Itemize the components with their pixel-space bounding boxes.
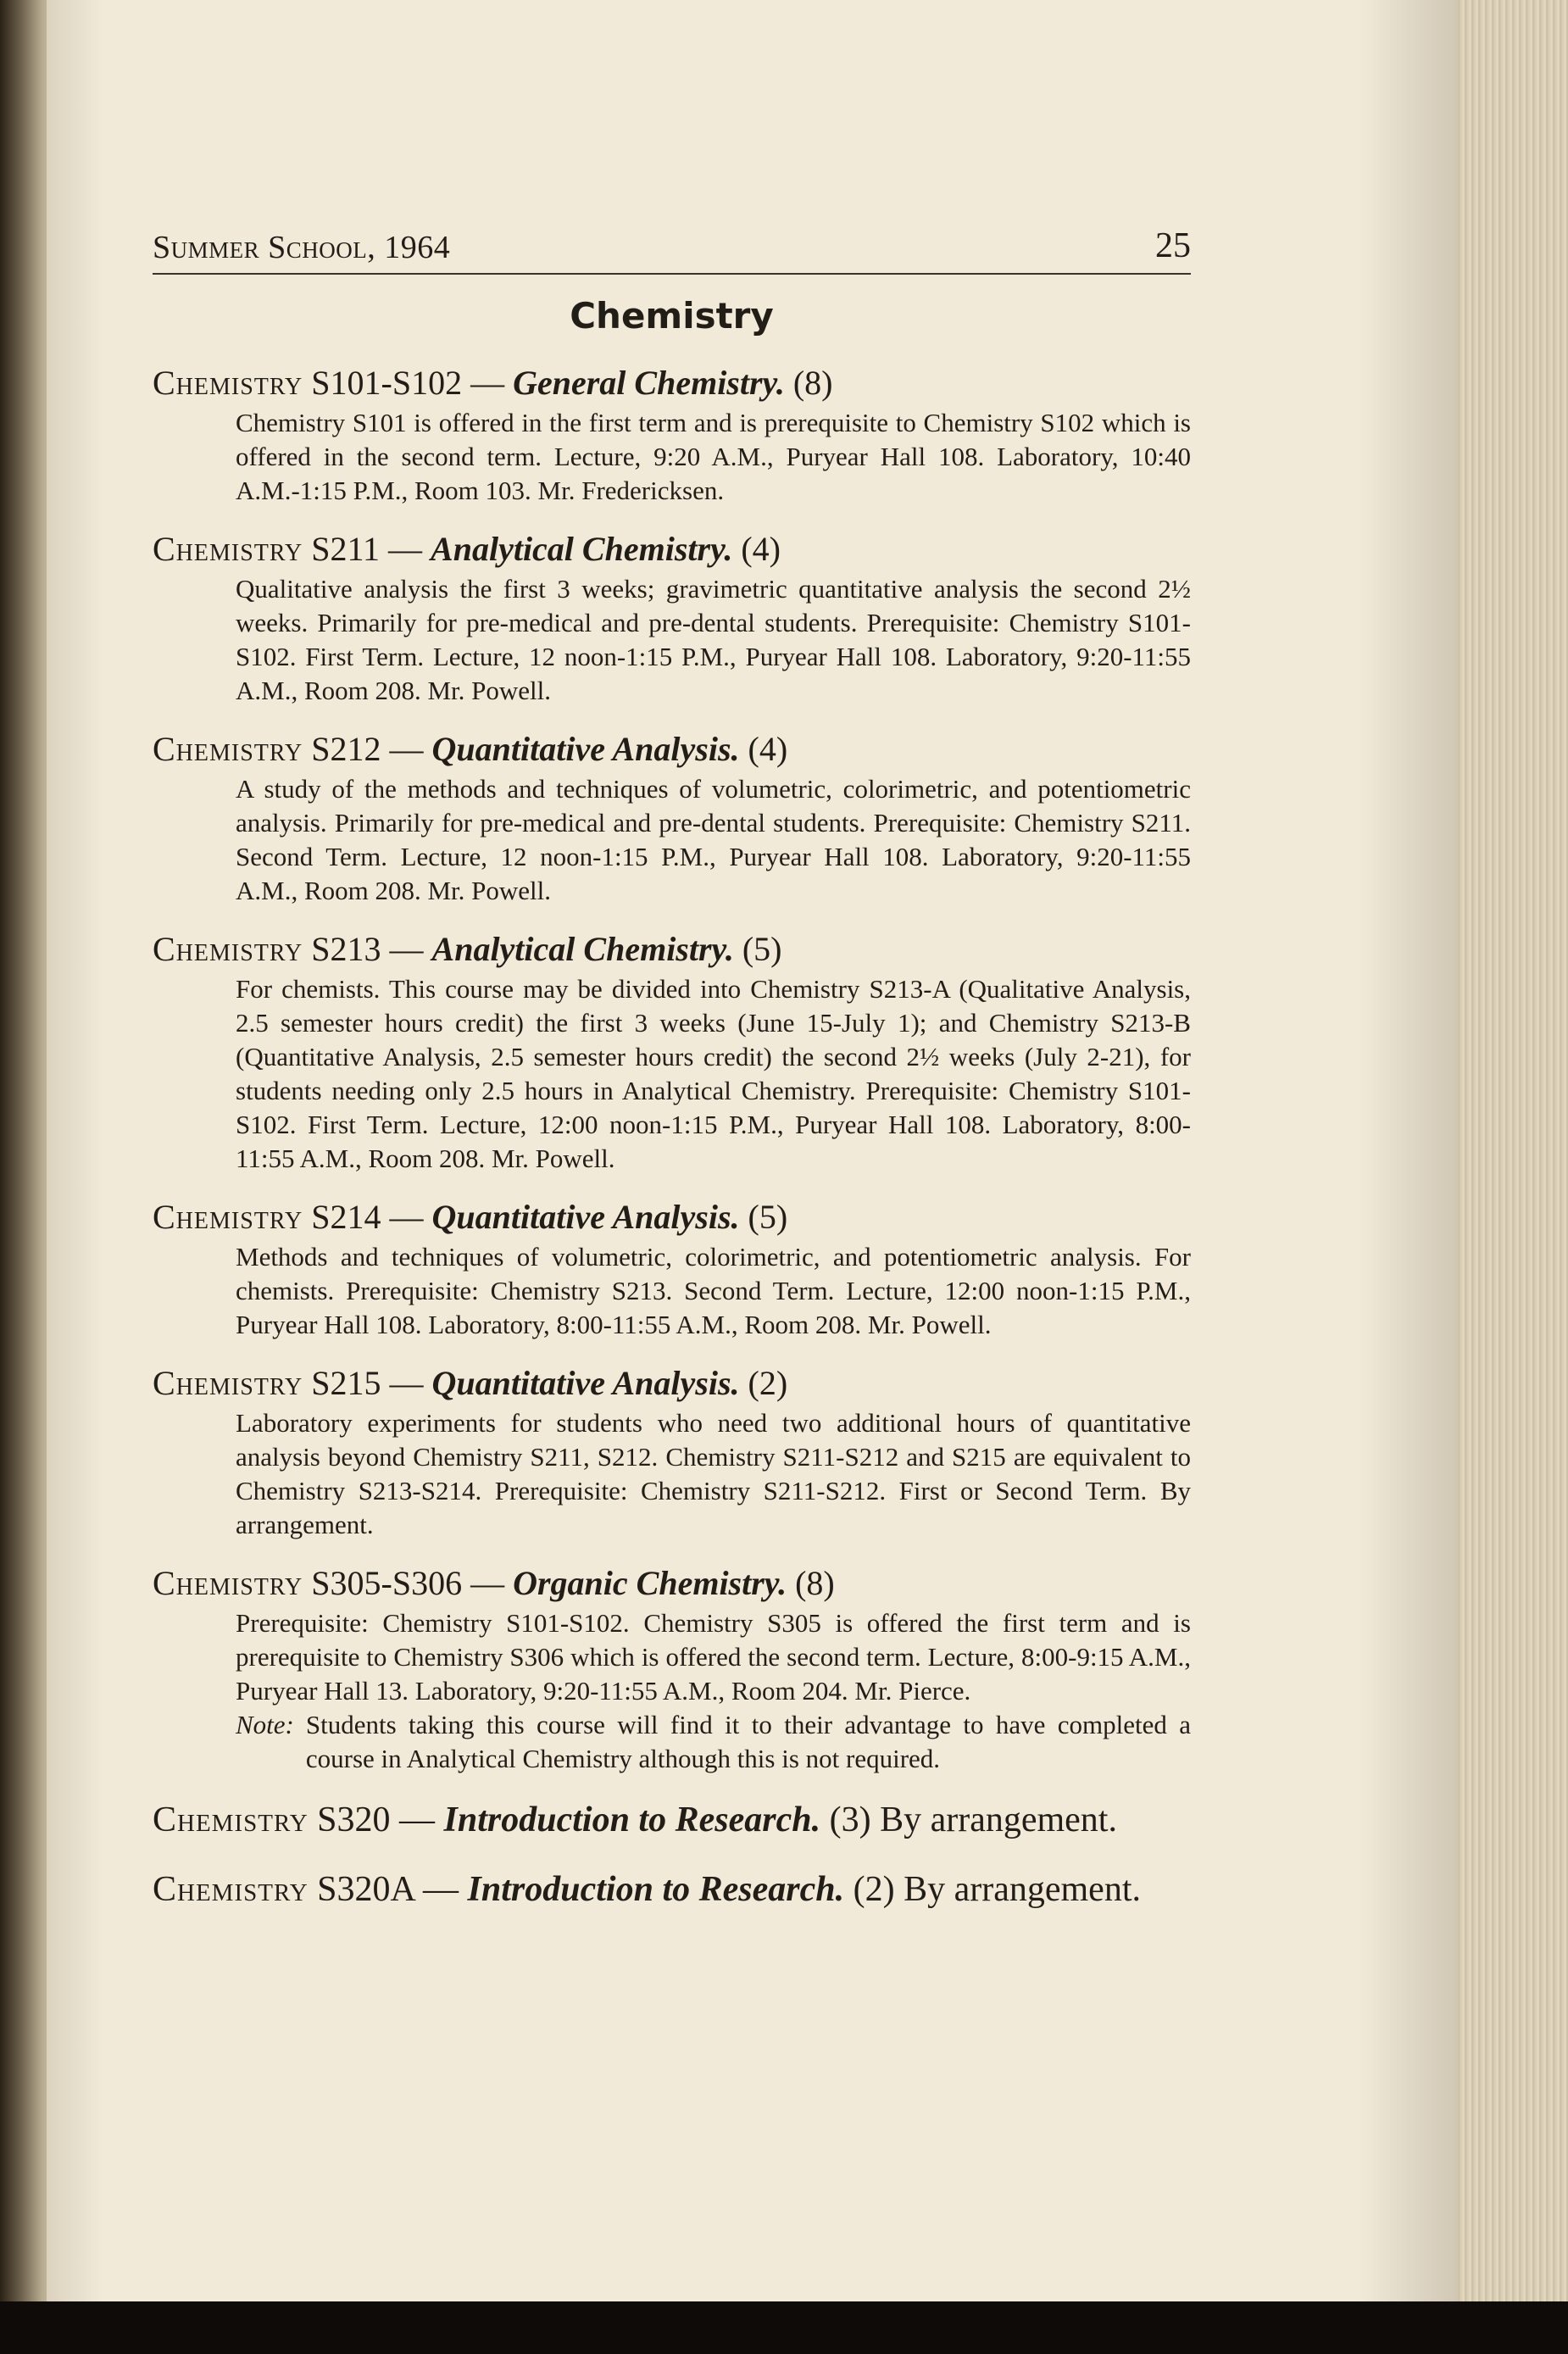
course-title: Introduction to Research. [443,1800,821,1839]
course-heading [153,360,1191,406]
course-entry [153,1795,1191,1845]
course-description: A study of the methods and techniques of volumetric, colorimetric, and potentiometric analysis. Primarily for pre-medical and pre-dental students. Prerequisite: Chemistry S211. Second Term. Lecture, 12 noon-1:15 P.M., Puryear Hall 108. Laboratory, 9:20-11:55 A.M., Room 208. Mr. Powell. [236,774,1191,905]
course-number: S320A [317,1870,414,1909]
section-title: Chemistry [570,295,774,337]
page-stack-edge [1441,0,1568,2314]
course-description: Qualitative analysis the first 3 weeks; gravimetric quantitative analysis the second 2½ weeks. Primarily for pre-medical and pre-dental students. Prerequisite: Chemistry S101-S102. First Term. Lecture, 12 noon-1:15 P.M., Puryear Hall 108. Laboratory, 9:20-11:55 A.M., Room 208. Mr. Powell. [236,574,1191,705]
course-entry [153,526,1191,708]
course-heading [153,927,1191,972]
course-number: S212 [311,730,381,768]
course-arrangement: By arrangement. [880,1800,1117,1839]
course-credits: (4) [741,530,781,568]
course-entry [153,1561,1191,1776]
course-credits: (8) [795,1564,835,1602]
course-credits: (5) [748,1198,788,1236]
course-description: For chemists. This course may be divided into Chemistry S213-A (Qualitative Analysis, 2.5 semester hours credit) the first 3 weeks (June 15-July 1); and Chemistry S213-B (Quantitative Analysis, 2.5 semester hours credit) the second 2½ weeks (July 2-21), for students needing only 2.5 hours in Analytical Chemistry. Prerequisite: Chemistry S101-S102. First Term. Lecture, 12:00 noon-1:15 P.M., Puryear Hall 108. Laboratory, 8:00-11:55 A.M., Room 208. Mr. Powell. [236,974,1191,1173]
course-entry [153,726,1191,908]
course-separator: — [381,1198,432,1236]
course-separator: — [381,1364,432,1402]
course-number: S215 [311,1364,381,1402]
course-heading [153,1561,1191,1606]
course-separator: — [462,364,514,402]
course-separator: — [390,1800,444,1839]
course-credits: (5) [742,930,782,968]
course-note [236,1708,1191,1776]
course-credits: (2) [748,1364,788,1402]
course-credits: (2) [853,1870,895,1909]
course-department: Chemistry [153,1198,303,1236]
course-department: Chemistry [153,530,303,568]
course-entry [153,1361,1191,1542]
course-department: Chemistry [153,930,303,968]
course-credits: (4) [748,730,788,768]
course-department: Chemistry [153,1364,303,1402]
course-department: Chemistry [153,1870,309,1909]
course-heading [153,726,1191,772]
course-description: Prerequisite: Chemistry S101-S102. Chemistry S305 is offered the first term and is prerequisite to Chemistry S306 which is offered the second term. Lecture, 8:00-9:15 A.M., Puryear Hall 13. Laboratory, 9:20-11:55 A.M., Room 204. Mr. Pierce. [236,1608,1191,1706]
course-title: Analytical Chemistry. [431,930,734,968]
course-entry [153,1194,1191,1342]
course-title: Quantitative Analysis. [431,1198,740,1236]
course-title: General Chemistry. [513,364,785,402]
note-text: Students taking this course will find it to their advantage to have completed a course in Analytical Chemistry although this is not required. [305,1710,1191,1773]
course-heading [153,1194,1191,1240]
note-label: Note: [236,1710,294,1739]
course-separator: — [381,730,432,768]
course-description: Chemistry S101 is offered in the first term and is prerequisite to Chemistry S102 which is offered in the second term. Lecture, 9:20 A.M., Puryear Hall 108. Laboratory, 10:40 A.M.-1:15 P.M., Room 103. Mr. Fredericksen. [236,408,1191,505]
course-credits: (3) [829,1800,871,1839]
course-heading [153,1795,1191,1845]
course-heading [153,1361,1191,1406]
course-title: Quantitative Analysis. [431,1364,740,1402]
course-number: S213 [311,930,381,968]
course-entry [153,1864,1191,1915]
course-title: Quantitative Analysis. [431,730,740,768]
running-head [153,222,1191,275]
course-title: Analytical Chemistry. [431,530,733,568]
running-head-title: Summer School, 1964 [153,230,451,265]
course-number: S101-S102 [311,364,463,402]
course-heading [153,1864,1191,1915]
course-description: Laboratory experiments for students who need two additional hours of quantitative analysis beyond Chemistry S211, S212. Chemistry S211-S212 and S215 are equivalent to Chemistry S213-S214. Prerequisite: Chemistry S211-S212. First or Second Term. By arrangement. [236,1408,1191,1539]
course-number: S320 [317,1800,391,1839]
course-entry [153,927,1191,1176]
course-department: Chemistry [153,730,303,768]
scan-background [0,2301,1568,2354]
course-list [153,360,1191,1934]
course-department: Chemistry [153,1564,303,1602]
course-separator: — [462,1564,514,1602]
course-number: S305-S306 [311,1564,463,1602]
course-number: S214 [311,1198,381,1236]
course-separator: — [414,1870,468,1909]
course-department: Chemistry [153,364,303,402]
page-number: 25 [1155,226,1191,265]
course-title: Introduction to Research. [467,1870,845,1909]
course-entry [153,360,1191,508]
course-description: Methods and techniques of volumetric, colorimetric, and potentiometric analysis. For chemists. Prerequisite: Chemistry S213. Second Term. Lecture, 12:00 noon-1:15 P.M., Puryear Hall 108. Laboratory, 8:00-11:55 A.M., Room 208. Mr. Powell. [236,1242,1191,1339]
course-separator: — [380,530,431,568]
course-heading [153,526,1191,572]
course-credits: (8) [792,364,833,402]
course-department: Chemistry [153,1800,309,1839]
course-title: Organic Chemistry. [513,1564,787,1602]
course-arrangement: By arrangement. [904,1870,1141,1909]
course-number: S211 [311,530,381,568]
course-separator: — [381,930,432,968]
